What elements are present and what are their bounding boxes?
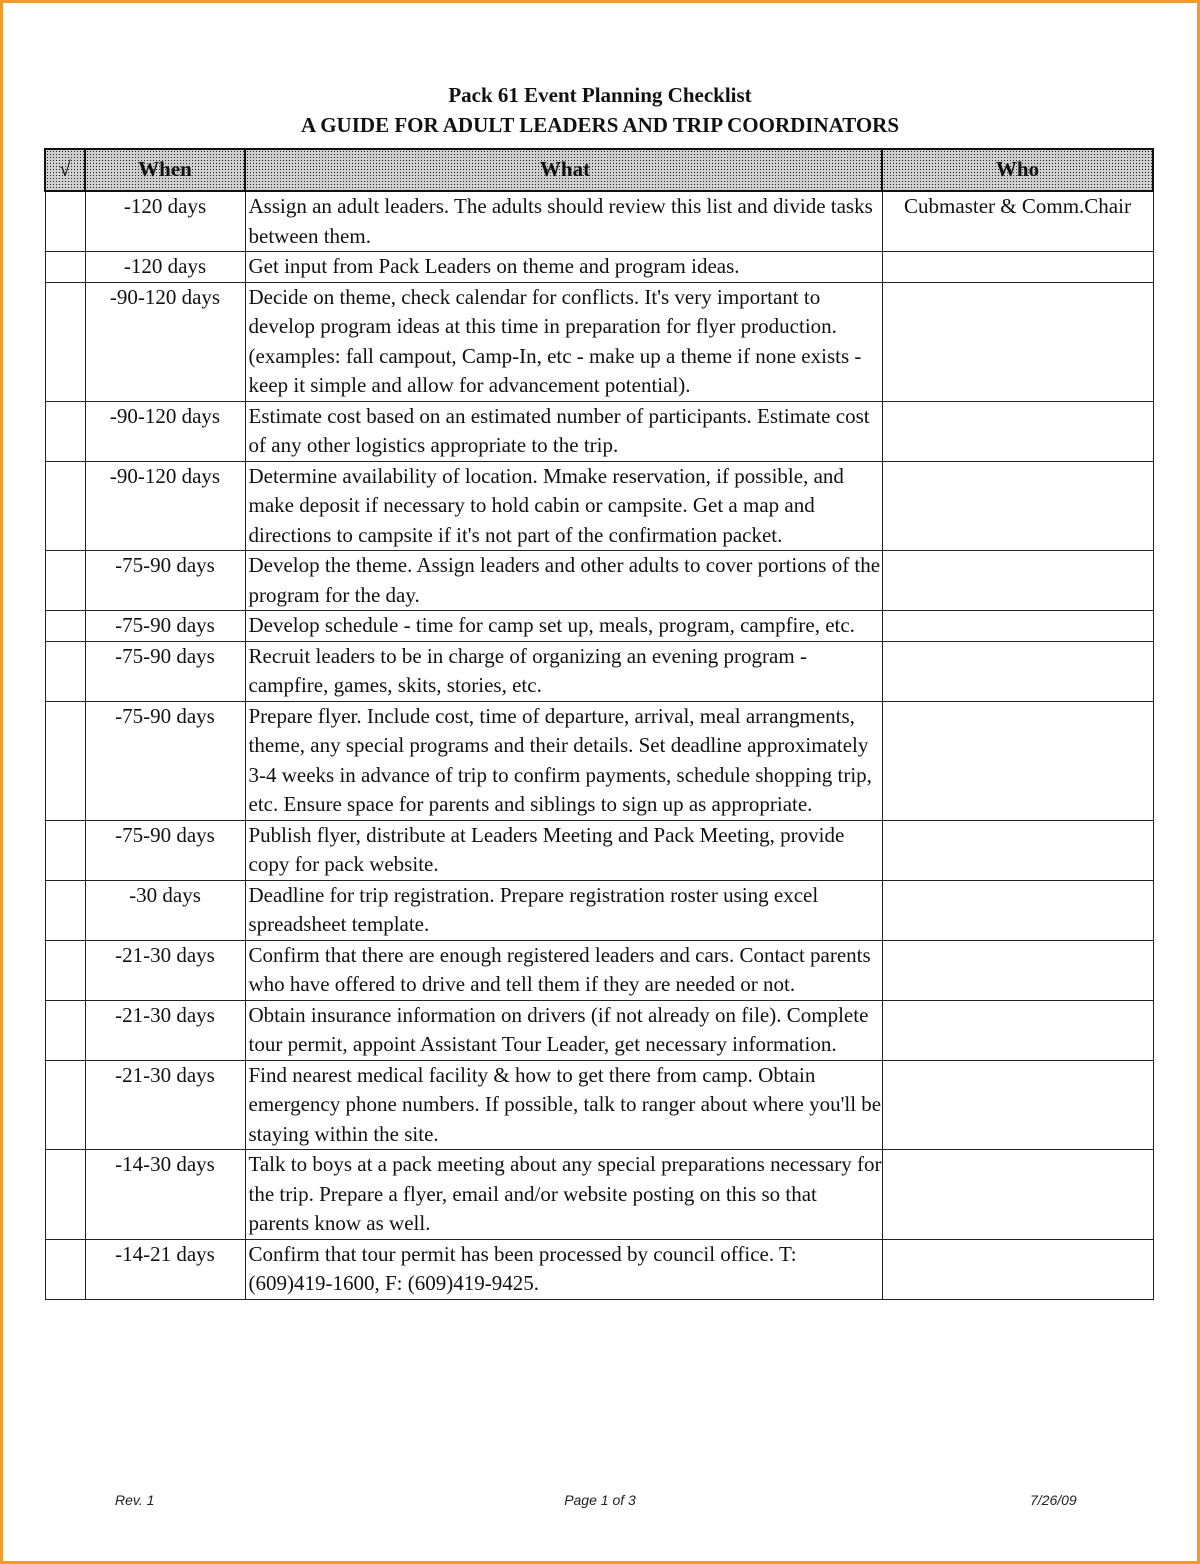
- table-row: [45, 282, 1153, 401]
- row-checkbox[interactable]: [45, 252, 85, 283]
- footer-date: 7/26/09: [1030, 1492, 1077, 1508]
- row-checkbox[interactable]: [45, 191, 85, 252]
- row-who: [882, 940, 1153, 1000]
- row-who: [882, 880, 1153, 940]
- row-who: [882, 1060, 1153, 1150]
- row-what: Confirm that there are enough registered leaders and cars. Contact parents who have offered to drive and tell them if they are needed or not.: [245, 940, 882, 1000]
- row-what: Confirm that tour permit has been processed by council office. T: (609)419-1600, F: (609)419-9425.: [245, 1239, 882, 1299]
- document-header: [0, 80, 1200, 140]
- row-what: Assign an adult leaders. The adults should review this list and divide tasks between them.: [245, 191, 882, 252]
- row-checkbox[interactable]: [45, 701, 85, 820]
- table-row: [45, 940, 1153, 1000]
- header-who: Who: [882, 149, 1153, 191]
- row-what: Recruit leaders to be in charge of organizing an evening program - campfire, games, skits, stories, etc.: [245, 641, 882, 701]
- row-who: [882, 1150, 1153, 1240]
- row-what: Determine availability of location. Mmake reservation, if possible, and make deposit if necessary to hold cabin or campsite. Get a map and directions to campsite if it's not part of the confirmation packet.: [245, 461, 882, 551]
- table-row: [45, 461, 1153, 551]
- row-what: Prepare flyer. Include cost, time of departure, arrival, meal arrangments, theme, any special programs and their details. Set deadline approximately 3-4 weeks in advance of trip to confirm payments, schedule shopping trip, etc. Ensure space for parents and siblings to sign up as appropriate.: [245, 701, 882, 820]
- row-checkbox[interactable]: [45, 940, 85, 1000]
- row-checkbox[interactable]: [45, 1060, 85, 1150]
- row-checkbox[interactable]: [45, 1000, 85, 1060]
- table-row: [45, 1000, 1153, 1060]
- row-what: Talk to boys at a pack meeting about any special preparations necessary for the trip. Prepare a flyer, email and/or website posting on this so that parents know as well.: [245, 1150, 882, 1240]
- row-what: Decide on theme, check calendar for conflicts. It's very important to develop program ideas at this time in preparation for flyer production. (examples: fall campout, Camp-In, etc - make up a theme if none exists - keep it simple and allow for advancement potential).: [245, 282, 882, 401]
- header-when: When: [85, 149, 245, 191]
- table-row: [45, 252, 1153, 283]
- row-when: -90-120 days: [85, 401, 245, 461]
- row-who: [882, 701, 1153, 820]
- table-row: [45, 641, 1153, 701]
- row-when: -120 days: [85, 191, 245, 252]
- row-when: -21-30 days: [85, 1000, 245, 1060]
- table-row: [45, 401, 1153, 461]
- row-who: [882, 461, 1153, 551]
- row-what: Publish flyer, distribute at Leaders Meeting and Pack Meeting, provide copy for pack website.: [245, 820, 882, 880]
- row-what: Obtain insurance information on drivers (if not already on file). Complete tour permit, appoint Assistant Tour Leader, get necessary information.: [245, 1000, 882, 1060]
- table-row: [45, 191, 1153, 252]
- table-row: [45, 880, 1153, 940]
- row-checkbox[interactable]: [45, 1239, 85, 1299]
- row-who: [882, 282, 1153, 401]
- checklist-body: [45, 191, 1153, 1299]
- checklist-table: [44, 148, 1154, 1300]
- row-checkbox[interactable]: [45, 461, 85, 551]
- row-who: [882, 611, 1153, 642]
- row-what: Develop schedule - time for camp set up, meals, program, campfire, etc.: [245, 611, 882, 642]
- row-what: Develop the theme. Assign leaders and other adults to cover portions of the program for the day.: [245, 551, 882, 611]
- row-when: -75-90 days: [85, 701, 245, 820]
- row-checkbox[interactable]: [45, 820, 85, 880]
- row-checkbox[interactable]: [45, 551, 85, 611]
- row-when: -30 days: [85, 880, 245, 940]
- row-when: -21-30 days: [85, 1060, 245, 1150]
- document-subtitle: A GUIDE FOR ADULT LEADERS AND TRIP COORDINATORS: [300, 113, 900, 137]
- row-who: [882, 1000, 1153, 1060]
- table-row: [45, 701, 1153, 820]
- row-when: -90-120 days: [85, 282, 245, 401]
- footer-revision: Rev. 1: [115, 1492, 155, 1508]
- header-check: √: [45, 149, 85, 191]
- row-who: [882, 641, 1153, 701]
- row-when: -90-120 days: [85, 461, 245, 551]
- header-what: What: [245, 149, 882, 191]
- row-who: Cubmaster & Comm.Chair: [882, 191, 1153, 252]
- row-checkbox[interactable]: [45, 880, 85, 940]
- row-when: -75-90 days: [85, 611, 245, 642]
- row-when: -14-30 days: [85, 1150, 245, 1240]
- table-row: [45, 1239, 1153, 1299]
- row-checkbox[interactable]: [45, 1150, 85, 1240]
- table-row: [45, 611, 1153, 642]
- row-checkbox[interactable]: [45, 282, 85, 401]
- row-when: -21-30 days: [85, 940, 245, 1000]
- row-when: -14-21 days: [85, 1239, 245, 1299]
- row-what: Estimate cost based on an estimated number of participants. Estimate cost of any other logistics appropriate to the trip.: [245, 401, 882, 461]
- row-who: [882, 401, 1153, 461]
- table-row: [45, 1150, 1153, 1240]
- table-header-row: [45, 149, 1153, 191]
- row-who: [882, 252, 1153, 283]
- row-when: -75-90 days: [85, 820, 245, 880]
- row-checkbox[interactable]: [45, 401, 85, 461]
- row-what: Find nearest medical facility & how to get there from camp. Obtain emergency phone numbers. If possible, talk to ranger about where you'll be staying within the site.: [245, 1060, 882, 1150]
- row-when: -75-90 days: [85, 641, 245, 701]
- table-row: [45, 551, 1153, 611]
- table-row: [45, 820, 1153, 880]
- footer-page-number: Page 1 of 3: [564, 1492, 636, 1508]
- row-checkbox[interactable]: [45, 611, 85, 642]
- row-when: -75-90 days: [85, 551, 245, 611]
- row-who: [882, 1239, 1153, 1299]
- table-row: [45, 1060, 1153, 1150]
- row-when: -120 days: [85, 252, 245, 283]
- document-title: Pack 61 Event Planning Checklist: [448, 83, 752, 107]
- row-who: [882, 820, 1153, 880]
- row-who: [882, 551, 1153, 611]
- row-what: Deadline for trip registration. Prepare registration roster using excel spreadsheet template.: [245, 880, 882, 940]
- row-checkbox[interactable]: [45, 641, 85, 701]
- row-what: Get input from Pack Leaders on theme and program ideas.: [245, 252, 882, 283]
